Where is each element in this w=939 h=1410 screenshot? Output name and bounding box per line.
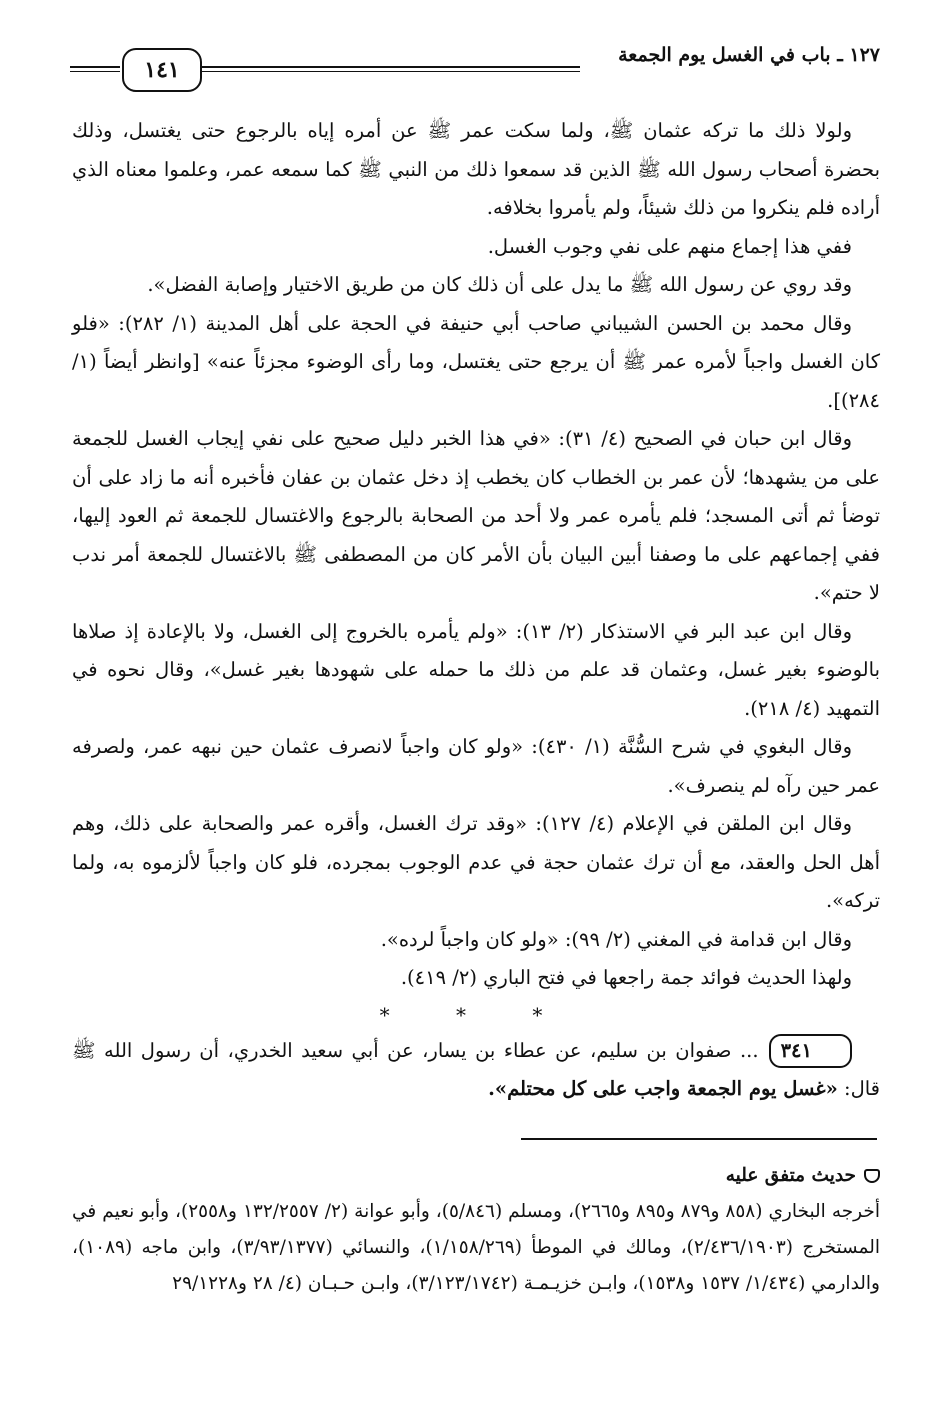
page-header (70, 38, 880, 98)
header-rule (200, 66, 580, 72)
paragraph: وقال ابن حبان في الصحيح (٤/ ٣١): «في هذا الخبر دليل صحيح على نفي إيجاب الغسل للجمعة على من يشهدها؛ لأن عمر بن الخطاب كان يخطب إذ دخل عثمان بن عفان فأخبره أنه ما زاد على أن توضأ ثم أتى المسجد؛ فلم يأمره عمر ولا أحد من الصحابة بالرجوع والاغتسال للجمعة ثم العود إليها، ففي إجماعهم على ما وصفنا أبين البيان بأن الأمر كان من المصطفى ﷺ بالاغتسال للجمعة أمر ندب لا حتم». (72, 427, 880, 604)
footnote-text: أخرجه البخاري (٨٥٨ و٨٧٩ و٨٩٥ و٢٦٦٥)، ومسلم (٥/٨٤٦)، وأبو عوانة (٢/ ١٣٢/٢٥٥٧ و٢٥٥٨)، وأبو نعيم في المستخرج (٢/٤٣٦/١٩٠٣)، ومالك في الموطأ (١/١٥٨/٢٦٩)، والنسائي (٣/٩٣/١٣٧٧)، وابن ماجه (١٠٨٩)، والدارمي (١/٤٣٤/ ١٥٣٧ و١٥٣٨)، وابـن خزيـمـة (٣/١٢٣/١٧٤٢)، وابـن حـبـان (٤/ ٢٨ و٢٩/١٢٢٨ (72, 1201, 880, 1294)
paragraph: وقال ابن عبد البر في الاستذكار (٢/ ١٣): «ولم يأمره بالخروج إلى الغسل، ولا بالإعادة إذ صلاها بالوضوء بغير غسل، وعثمان قد علم من ذلك ما حمله على شهودها بغير غسل»، وقال نحوه في التمهيد (٤/ ٢١٨). (72, 619, 880, 720)
paragraph: وقال محمد بن الحسن الشيباني صاحب أبي حنيفة في الحجة على أهل المدينة (١/ ٢٨٢): «فلو كان الغسل واجباً لأمره عمر ﷺ أن يرجع حتى يغتسل، وما رأى الوضوء مجزئاً عنه» [وانظر أيضاً (١/ ٢٨٤)]. (72, 311, 880, 412)
hadith-matn: «غسل يوم الجمعة واجب على كل محتلم». (488, 1077, 838, 1100)
paragraph: وقال ابن قدامة في المغني (٢/ ٩٩): «ولو كان واجباً لرده». (380, 927, 852, 951)
paragraph: وقال ابن الملقن في الإعلام (٤/ ١٢٧): «وقد ترك الغسل، وأقره عمر والصحابة على ذلك، وهم أهل الحل والعقد، مع أن ترك عثمان حجة في عدم الوجوب بمجرده، فلو كان واجباً لألزموه به، ولما تركه». (72, 812, 880, 912)
paragraph: وقد روي عن رسول الله ﷺ ما يدل على أن ذلك كان من طريق الاختيار وإصابة الفضل». (147, 273, 852, 296)
main-text (72, 112, 880, 1109)
footnote-title: حديث متفق عليه (725, 1165, 856, 1186)
paragraph: ولولا ذلك ما تركه عثمان ﷺ، ولما سكت عمر ﷺ عن أمره إياه بالرجوع حتى يغتسل، وذلك بحضرة أصحاب رسول الله ﷺ الذين قد سمعوا ذلك من النبي ﷺ كما سمعه عمر، وعلموا معناه الذي أراده فلم ينكروا من ذلك شيئاً، ولم يأمروا بخلافه. (72, 119, 880, 219)
hadith-entry (72, 1032, 880, 1109)
paragraph: ولهذا الحديث فوائد جمة راجعها في فتح الباري (٢/ ٤١٩). (400, 966, 852, 989)
page-number-badge: ١٤١ (122, 48, 202, 92)
hadith-number-badge: ٣٤١ (769, 1034, 852, 1068)
paragraph: وقال البغوي في شرح السُّنَّة (١/ ٤٣٠): «ولو كان واجباً لانصرف عثمان حين نبهه عمر، ولصرفه عمر حين رآه لم ينصرف». (72, 735, 880, 797)
footnotes (72, 1158, 880, 1302)
header-rule-left (70, 66, 120, 72)
hadith-intro: ... صفوان بن سليم، عن عطاء بن يسار، عن أبي سعيد الخدري، أن رسول الله ﷺ قال: (72, 1038, 880, 1100)
footnote-title-row (72, 1158, 880, 1194)
paragraph: ففي هذا إجماع منهم على نفي وجوب الغسل. (487, 234, 852, 258)
running-title: ١٢٧ ـ باب في الغسل يوم الجمعة (618, 44, 880, 66)
footnote-divider (521, 1138, 877, 1140)
cup-icon (864, 1169, 880, 1183)
section-separator: * * * (379, 1002, 573, 1027)
